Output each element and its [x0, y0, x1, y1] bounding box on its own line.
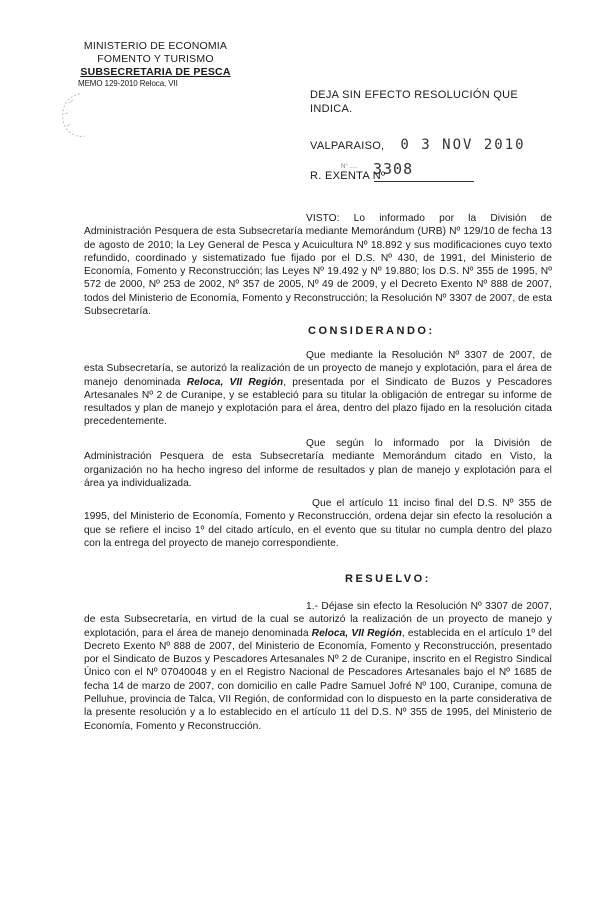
- exenta-label: R. EXENTA Nº: [310, 170, 386, 182]
- subsecretaria-name: SUBSECRETARIA DE PESCA: [80, 66, 231, 78]
- date-stamp: 0 3 NOV 2010: [400, 137, 526, 153]
- considerando-p1-start: Que mediante la Resolución Nº 3307 de 2007, de esta Subsecretaría, se autorizó la realización de un proyecto de manejo y explotación, para el área de manejo denominada: [84, 350, 552, 388]
- small-mark: N° .....: [341, 164, 358, 170]
- considerando-p1-end: , presentada por el Sindicato de Buzos y Pescadores Artesanales Nº 2 de Curanipe, y se estableció para su titular la obligación de entregar su informe de resultados y plan de manejo y explotación para el área, dentro del plazo fijado en la resolución citada precedentemente.: [84, 376, 552, 428]
- memo-reference: MEMO 129-2010 Reloca, VII: [78, 79, 178, 88]
- considerando-heading: CONSIDERANDO:: [308, 325, 435, 337]
- resuelvo-p1-start: 1.- Déjase sin efecto la Resolución Nº 3307 de 2007, de esta Subsecretaría, en virtud de la cual se autorizó la realización de un proyecto de manejo y explotación, para el área de manejo denominada: [84, 601, 552, 639]
- ministry-subname: FOMENTO Y TURISMO: [97, 53, 214, 65]
- considerando-paragraph-1: [84, 349, 552, 429]
- considerando-paragraph-3: Que el artículo 11 inciso final del D.S. Nº 355 de 1995, del Ministerio de Economía, Fomento y Reconstrucción, ordena dejar sin efecto la resolución a que se refiere el inciso 1º del citado artículo, en el evento que su titular no cumpla dentro del plazo con la entrega del proyecto de manejo correspondiente.: [84, 498, 552, 549]
- institution-header: [68, 40, 243, 79]
- visto-paragraph: VISTO: Lo informado por la División de Administración Pesquera de esta Subsecretaría mediante Memorándum (URB) Nº 129/10 de fecha 13 de agosto de 2010; la Ley General de Pesca y Acuicultura Nº 18.892 y sus modificaciones cuyo texto refundido, coordinado y sistematizado fue fijado por el D.S. Nº 430, de 1991, del Ministerio de Economía, Fomento y Reconstrucción; las Leyes Nº 19.492 y Nº 19.880; los D.S. Nº 355 de 1995, Nº 572 de 2000, Nº 253 de 2002, Nº 357 de 2005, Nº 49 de 2009, y el Decreto Exento Nº 888 de 2007, todos del Ministerio de Economía, Fomento y Reconstrucción; la Resolución Nº 3307 de 2007, de esta Subsecretaría.: [84, 213, 552, 318]
- exenta-number: 3308: [373, 160, 414, 178]
- place-label: VALPARAISO,: [310, 140, 385, 152]
- considerando-paragraph-2: Que según lo informado por la División de Administración Pesquera de esta Subsecretaría mediante Memorándum citado en Visto, la organización no ha hecho ingreso del informe de resultados y plan de manejo y explotación para el área ya individualizada.: [84, 438, 552, 489]
- resuelvo-p1-area: Reloca, VII Región: [311, 627, 402, 639]
- seal-stamp: [55, 88, 105, 143]
- considerando-p1-area: Reloca, VII Región: [186, 376, 284, 388]
- ministry-name: MINISTERIO DE ECONOMIA: [83, 40, 228, 52]
- resolution-subject: DEJA SIN EFECTO RESOLUCIÓN QUE INDICA.: [310, 89, 519, 115]
- place-date-line: [310, 137, 526, 153]
- resuelvo-p1-end: , establecida en el artículo 1º del Decreto Exento Nº 888 de 2007, del Ministerio de Economía, Fomento y Reconstrucción, presentado por el Sindicato de Buzos y Pescadores Artesanales Nº 2 de Curanipe, inscrito en el Registro Sindical Único con el Nº 07040048 y en el Registro Nacional de Pescadores Artesanales bajo el Nº 1685 de fecha 14 de marzo de 2007, con domicilio en calle Padre Samuel Jofré Nº 100, Curanipe, comuna de Pelluhue, provincia de Talca, VII Región, de conformidad con lo dispuesto en la parte considerativa de la presente resolución y a lo establecido en el artículo 11 del D.S. Nº 355 de 1995, del Ministerio de Economía, Fomento y Reconstrucción.: [84, 627, 552, 732]
- resuelvo-paragraph-1: [84, 600, 552, 733]
- exenta-underline: [374, 181, 474, 182]
- resuelvo-heading: RESUELVO:: [345, 573, 431, 585]
